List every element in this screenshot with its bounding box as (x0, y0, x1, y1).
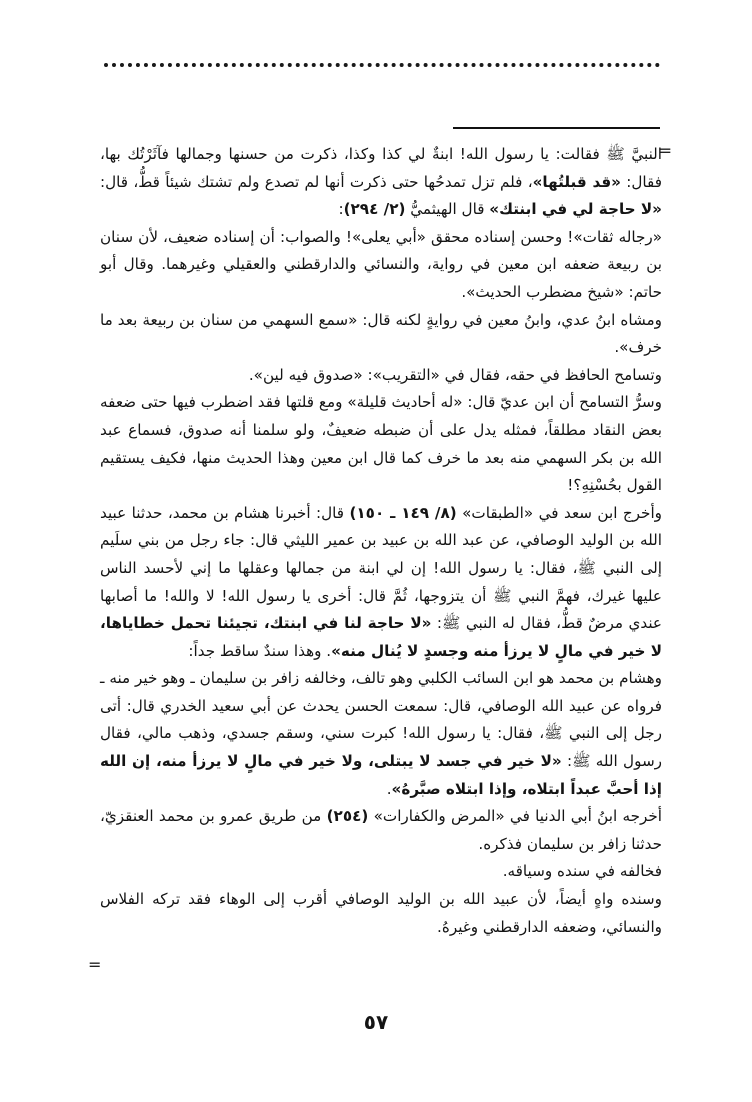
text-run: النبيَّ ﷺ فقالت: يا رسول الله! ابنةٌ لي كذا وكذا، ذكرت من حسنها وجمالها فآثَرْتُك بها، فقال: (100, 145, 662, 191)
footnote-paragraph (100, 858, 662, 886)
text-run: وأخرج ابن سعد في «الطبقات» (456, 503, 662, 522)
text-run: قال: أخبرنا هشام بن محمد، حدثنا عبيد الله بن الوليد الوصافي، عن عبد الله بن عبيد بن عمير الليثي قال: جاء رجل من بني سلَيم إلى النبي ﷺ، فقال: يا رسول الله! إن لي ابنة من جمالها وعقلها ما إني لأحسد الناس عليها غيرك، فهمَّ النبي ﷺ أن يتزوجها، ثُمَّ قال: أخرى يا رسول الله! لا والله! ما أصابها عندي مرضٌ قطُّ، فقال له النبي ﷺ: (100, 503, 662, 633)
emphasized-text: «لا حاجة لنا في ابنتك، تجيئنا تحمل خطاياها، لا خير في مالٍ لا يرزأ منه وجسدٍ لا يُنال منه» (100, 614, 662, 660)
emphasized-text: «لا حاجة لي في ابنتك» (489, 200, 662, 219)
emphasized-text: (٢/ ٢٩٤) (343, 200, 406, 219)
footnote-paragraph (100, 307, 662, 362)
footnote-rule (453, 127, 660, 129)
footnote-paragraph (100, 886, 662, 941)
text-run: ومشاه ابنُ عدي، وابنُ معين في روايةٍ لكنه قال: «سمع السهمي من سنان بن ربيعة بعد ما خرف». (100, 310, 662, 357)
footnote-text (100, 141, 662, 941)
text-run: وسنده واهٍ أيضاً، لأن عبيد الله بن الوليد الوصافي أقرب إلى الوهاء فقد تركه الفلاس والنسائي، وضعفه الدارقطني وغيرهُ. (100, 890, 662, 936)
emphasized-text: (٢٥٤) (326, 807, 369, 826)
footnote-paragraph (100, 665, 662, 803)
text-run: . وهذا سندٌ ساقط جداً: (188, 641, 332, 660)
emphasized-text: (٨/ ١٤٩ ـ ١٥٠) (349, 503, 457, 522)
text-run: قال الهيثميُّ (405, 200, 490, 219)
text-run: أخرجه ابنُ أبي الدنيا في «المرض والكفارات» (368, 807, 662, 826)
text-run: وهشام بن محمد هو ابن السائب الكلبي وهو تالف، وخالفه زافر بن سليمان ـ وهو خير منه ـ فرواه عن عبيد الله الوصافي، قال: سمعت الحسن يحدث عن أبي سعيد الخدري قال: أتى رجل إلى النبي ﷺ، فقال: يا رسول الله! كبرت سني، وسقم جسدي، وذهب مالي، فقال رسول الله ﷺ: (100, 669, 662, 771)
page-number: ٥٧ (363, 1010, 389, 1034)
text-run: . (386, 779, 392, 798)
text-run: وسرُّ التسامح أن ابن عديّ قال: «له أحاديث قليلة» ومع قلتها فقد اضطرب فيها حتى ضعفه بعض النقاد مطلقاً، فمثله يدل على أن ضبطه ضعيفٌ، ولو سلمنا أنه صدوق، فسماع عبد الله بن بكر السهمي منه بعد ما خرف كما قال ابن معين وهذا الحديث منها، فكيف يستقيم القول بحُسْنِهِ؟! (100, 393, 662, 495)
emphasized-text: «لا خير في جسد لا يبتلى، ولا خير في مالٍ لا يرزأ منه، إن الله إذا أحبَّ عبداً ابتلاه، وإذا ابتلاه صبَّرهُ» (100, 752, 662, 798)
dotted-separator (104, 63, 660, 67)
text-run: : (338, 200, 344, 219)
footnote-paragraph (100, 224, 662, 307)
text-run: «رجاله ثقات»! وحسن إسناده محقق «أبي يعلى»! والصواب: أن إسناده ضعيف، لأن سنان بن ربيعة ضعفه ابن معين في رواية، والنسائي والدارقطني والعقيلي وغيرهما. وقال أبو حاتم: «شيخ مضطرب الحديث». (100, 227, 662, 301)
text-run: من طريق عمرو بن محمد العنقزيّ، حدثنا زافر بن سليمان فذكره. (100, 807, 662, 853)
text-run: فخالفه في سنده وسياقه. (502, 862, 662, 881)
footnote-paragraph (100, 500, 662, 666)
continuation-mark-top: = (658, 141, 672, 160)
footnote-paragraph (100, 389, 662, 499)
text-run: ، فلم تزل تمدحُها حتى ذكرت أنها لم تصدع ولم تشتك شيئاً قطُّ، قال: (100, 172, 533, 191)
footnote-paragraph (100, 803, 662, 858)
footnote-paragraph (100, 362, 662, 390)
text-run: وتسامح الحافظ في حقه، فقال في «التقريب»: «صدوق فيه لين». (248, 365, 662, 384)
footnote-paragraph (100, 141, 662, 224)
emphasized-text: «قد قبلتُها» (532, 172, 621, 191)
continuation-mark-bottom: = (88, 955, 102, 974)
